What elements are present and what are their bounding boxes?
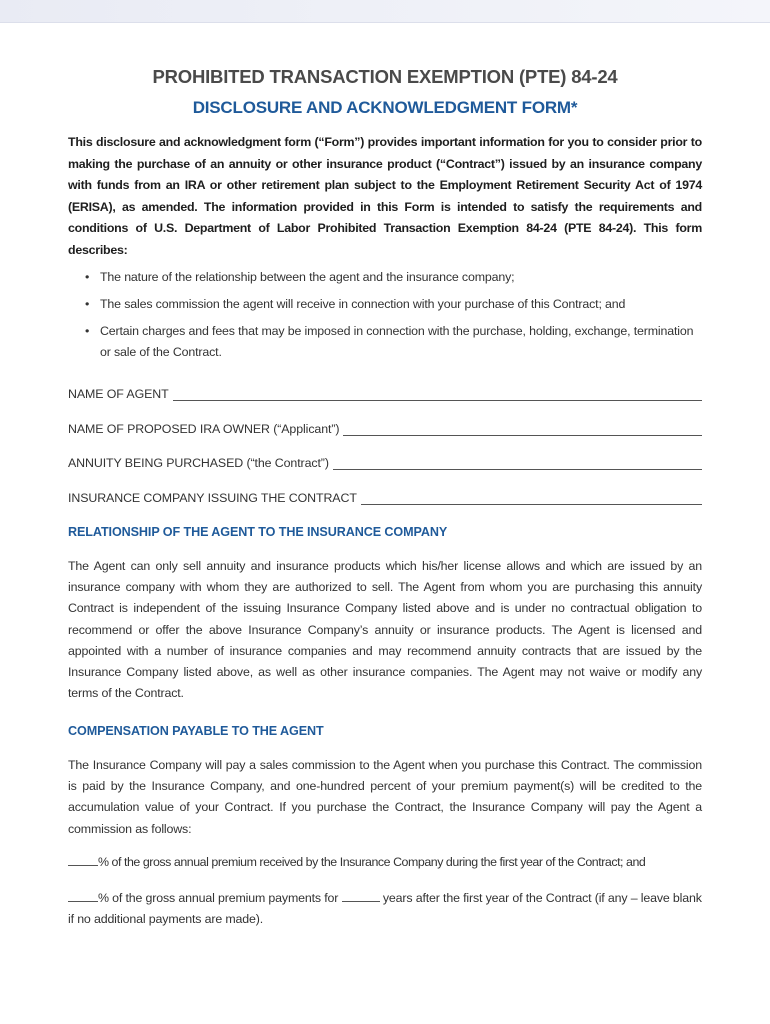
insurance-company-label: INSURANCE COMPANY ISSUING THE CONTRACT bbox=[68, 490, 357, 505]
bullet-text: Certain charges and fees that may be imposed in connection with the purchase, holding, exchange, termination or sale of the Contract. bbox=[100, 324, 694, 359]
first-year-commission-line bbox=[68, 852, 702, 873]
list-item bbox=[68, 294, 702, 315]
bullet-icon: • bbox=[85, 324, 90, 338]
top-band bbox=[0, 0, 770, 23]
agent-name-label: NAME OF AGENT bbox=[68, 387, 169, 401]
ira-owner-label: NAME OF PROPOSED IRA OWNER (“Applicant”) bbox=[68, 421, 340, 436]
form-subtitle: DISCLOSURE AND ACKNOWLEDGMENT FORM* bbox=[192, 98, 578, 117]
intro-paragraph: This disclosure and acknowledgment form (“Form”) provides important information for you to consider prior to making the purchase of an annuity or other insurance product (“Contract”) issued by an insurance company with funds from an IRA or other retirement plan subject to the Employment Retirement Security Act of 1974 (ERISA), as amended. The information provided in this Form is intended to satisfy the requirements and conditions of U.S. Department of Labor Prohibited Transaction Exemption 84-24 (PTE 84-24). This form describes: bbox=[68, 135, 702, 257]
bullet-text: The nature of the relationship between the agent and the insurance company; bbox=[100, 270, 515, 284]
relationship-heading: RELATIONSHIP OF THE AGENT TO THE INSURANCE COMPANY bbox=[68, 525, 448, 539]
list-item bbox=[68, 321, 702, 363]
renewal-commission-text-a: % of the gross annual premium payments for bbox=[98, 891, 339, 905]
agent-name-field bbox=[68, 384, 702, 401]
compensation-paragraph: The Insurance Company will pay a sales commission to the Agent when you purchase this Contract. The commission is paid by the Insurance Company, and one-hundred percent of your premium payment(s) will be credited to the accumulation value of your Contract. If you purchase the Contract, the Insurance Company will pay the Agent a commission as follows: bbox=[68, 758, 702, 836]
first-year-commission-text: % of the gross annual premium received by the Insurance Company during the first year of the Contract; and bbox=[98, 855, 646, 869]
list-item bbox=[68, 267, 702, 288]
bullet-icon: • bbox=[85, 270, 90, 284]
annuity-field bbox=[68, 453, 702, 470]
bullet-list bbox=[68, 267, 702, 369]
annuity-label: ANNUITY BEING PURCHASED (“the Contract”) bbox=[68, 456, 329, 470]
ira-owner-input[interactable] bbox=[343, 423, 702, 436]
ira-owner-field bbox=[68, 419, 702, 436]
insurance-company-field bbox=[68, 488, 702, 505]
renewal-commission-line bbox=[68, 888, 702, 930]
form-title: PROHIBITED TRANSACTION EXEMPTION (PTE) 84-24 bbox=[152, 66, 618, 87]
first-year-percent-input[interactable] bbox=[68, 854, 98, 866]
relationship-paragraph: The Agent can only sell annuity and insurance products which his/her license allows and which are issued by an insurance company with whom they are authorized to sell. The Agent from whom you are purchasing this annuity Contract is independent of the issuing Insurance Company listed above and is under no contractual obligation to recommend or offer the above Insurance Company’s annuity or insurance products. The Agent is licensed and appointed with a number of insurance companies and may recommend annuity contracts that are issued by the Insurance Company listed above, as well as other insurance companies. The Agent may not waive or modify any terms of the Contract. bbox=[68, 559, 702, 701]
insurance-company-input[interactable] bbox=[361, 492, 702, 505]
renewal-years-input[interactable] bbox=[342, 890, 380, 902]
renewal-percent-input[interactable] bbox=[68, 890, 98, 902]
annuity-input[interactable] bbox=[333, 457, 702, 470]
compensation-heading: COMPENSATION PAYABLE TO THE AGENT bbox=[68, 724, 324, 738]
form-fields bbox=[68, 384, 702, 522]
bullet-text: The sales commission the agent will receive in connection with your purchase of this Contract; and bbox=[100, 297, 626, 311]
renewal-commission-text-b: years after the first year of the Contract (if any – leave blank if no additional payments are made). bbox=[68, 891, 702, 927]
bullet-icon: • bbox=[85, 297, 90, 311]
agent-name-input[interactable] bbox=[173, 388, 702, 401]
